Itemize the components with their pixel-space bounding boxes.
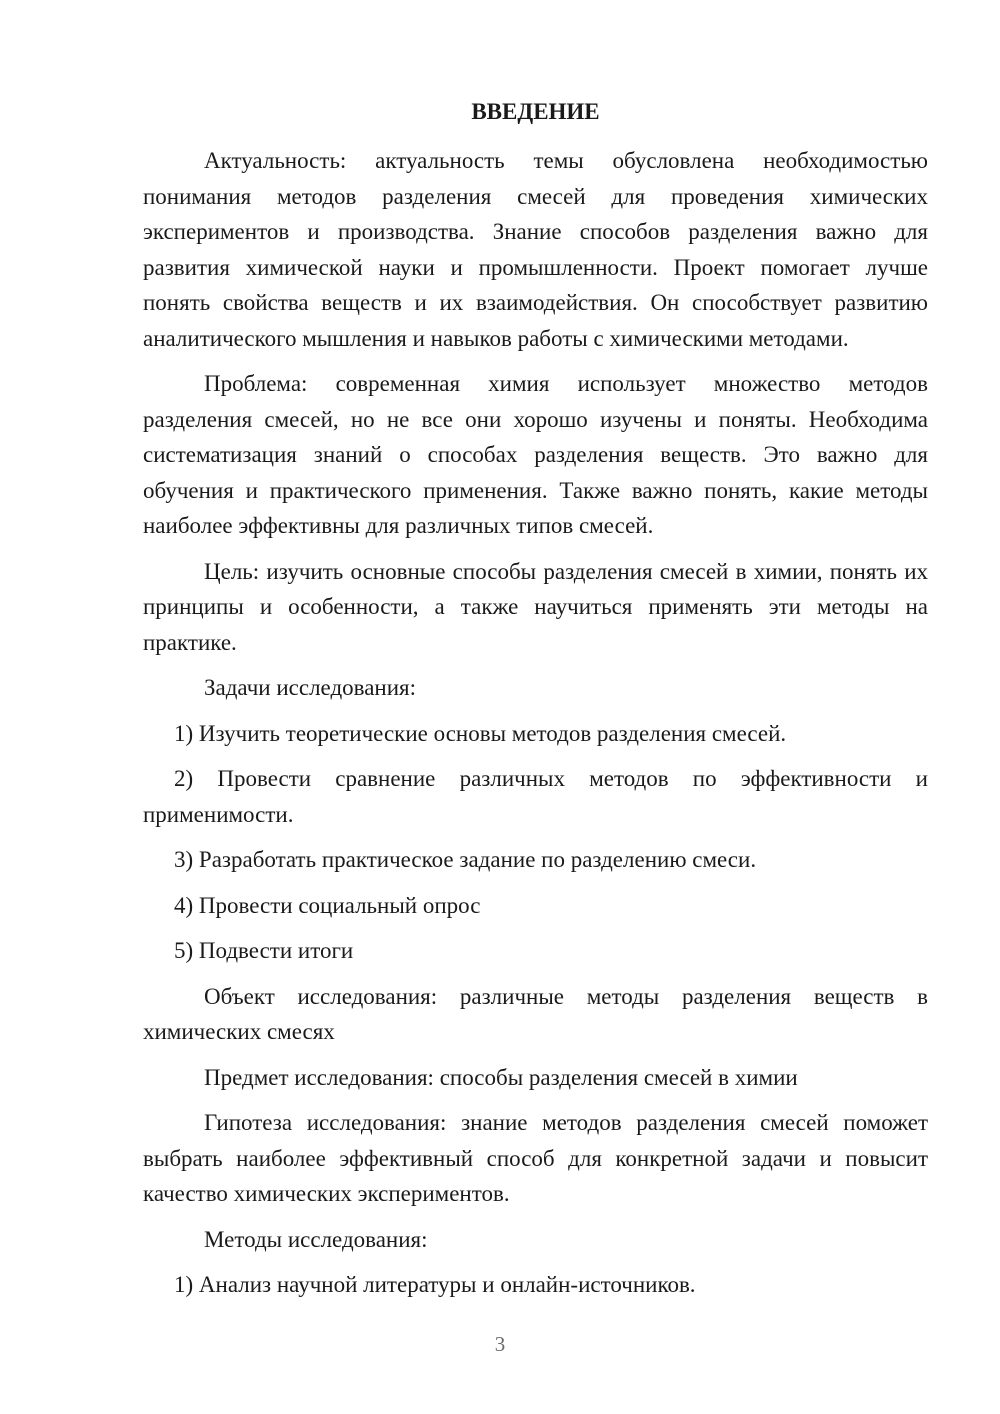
paragraph-hypothesis: Гипотеза исследования: знание методов разделения смесей поможет выбрать наиболее эффективный способ для конкретной задачи и повысит качество химических экспериментов. [143, 1110, 928, 1206]
list-item-task: 2) Провести сравнение различных методов по эффективности и применимости. [143, 766, 928, 827]
list-item-task: 3) Разработать практическое задание по разделению смеси. [174, 847, 757, 872]
list-item-task: 1) Изучить теоретические основы методов разделения смесей. [174, 720, 787, 746]
paragraph-subject: Предмет исследования: способы разделения смесей в химии [204, 1064, 798, 1090]
tasks-heading: Задачи исследования: [204, 675, 417, 700]
methods-heading: Методы исследования: [204, 1226, 428, 1252]
paragraph-relevance: Актуальность: актуальность темы обусловлена необходимостью понимания методов разделения смесей для проведения химических экспериментов и производства. Знание способов разделения важно для развития химической науки и промышленности. Проект помогает лучше понять свойства веществ и их взаимодействия. Он способствует развитию аналитического мышления и навыков работы с химическими методами. [143, 148, 928, 351]
list-item-method: 1) Анализ научной литературы и онлайн-источников. [174, 1272, 696, 1297]
paragraph-problem: Проблема: современная химия использует множество методов разделения смесей, но не все они хорошо изучены и поняты. Необходима систематизация знаний о способах разделения веществ. Это важно для обучения и практического применения. Также важно понять, какие методы наиболее эффективны для различных типов смесей. [143, 371, 928, 538]
paragraph-goal: Цель: изучить основные способы разделения смесей в химии, понять их принципы и особенности, а также научиться применять эти методы на практике. [143, 558, 928, 655]
page-number: 3 [494, 1332, 506, 1356]
paragraph-object: Объект исследования: различные методы разделения веществ в химических смесях [143, 983, 928, 1044]
section-heading: ВВЕДЕНИЕ [471, 99, 600, 124]
list-item-task: 4) Провести социальный опрос [174, 892, 481, 918]
list-item-task: 5) Подвести итоги [174, 938, 354, 963]
